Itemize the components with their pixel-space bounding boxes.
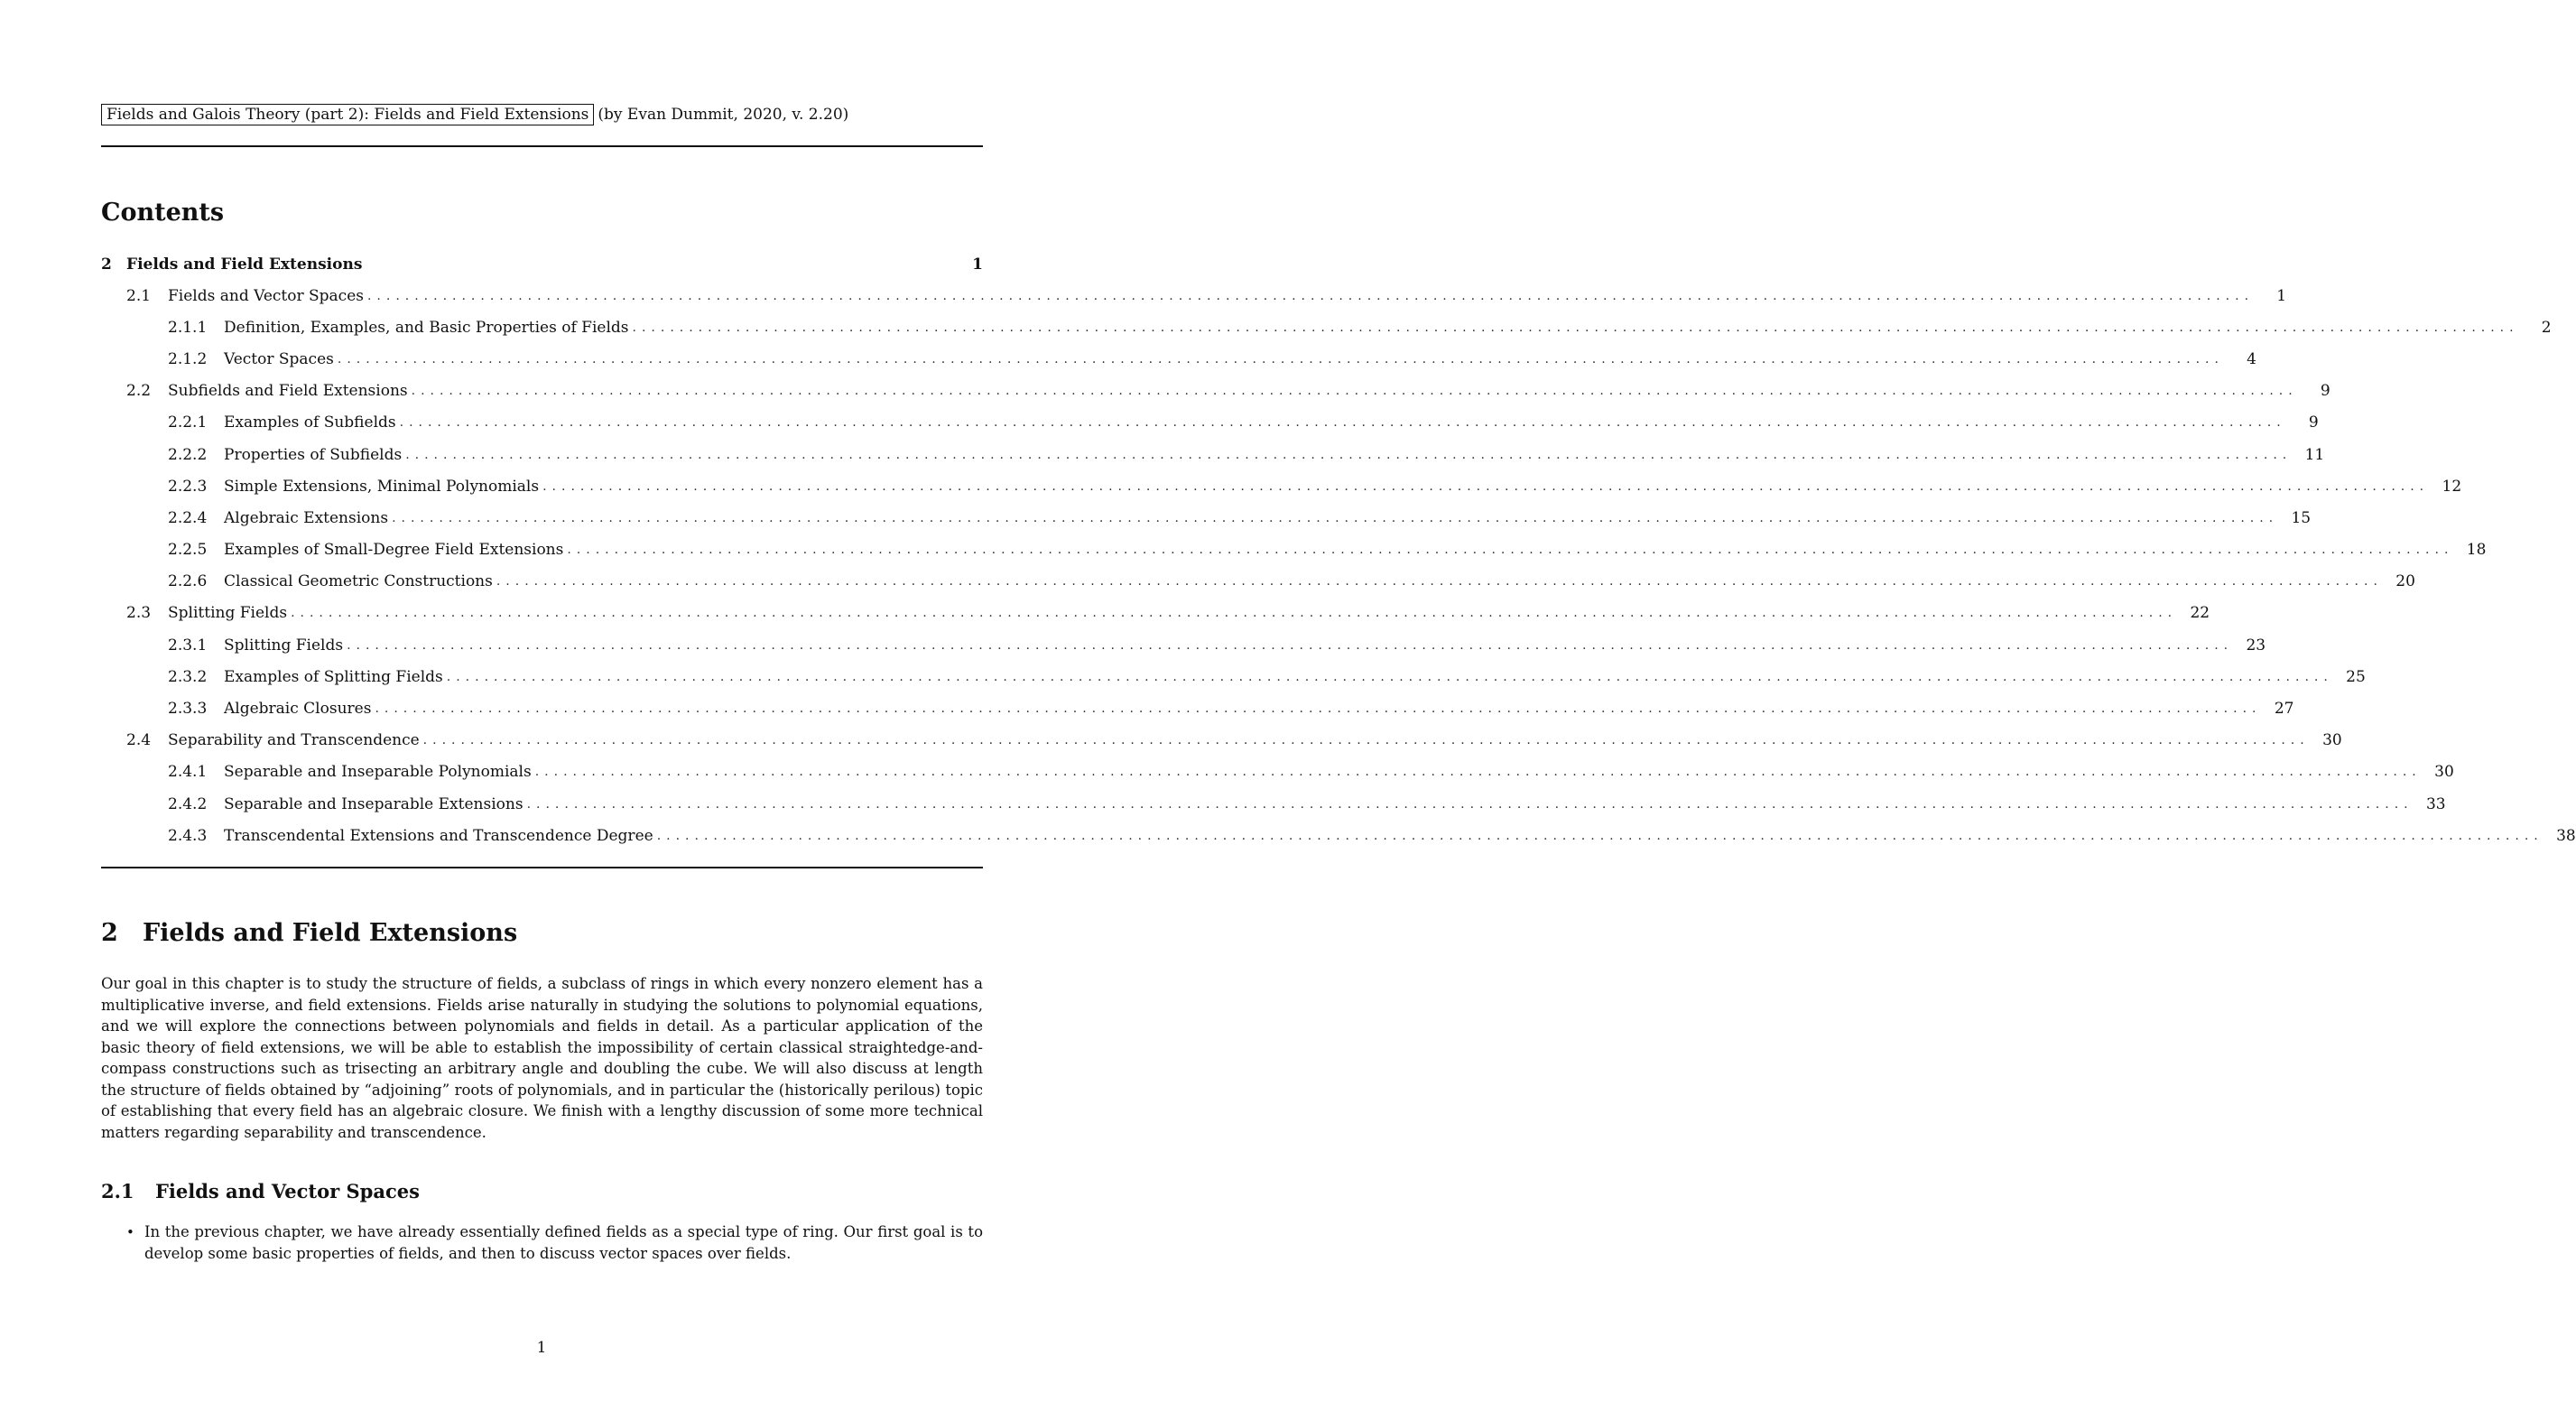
bullet-dot-icon: • [126, 1224, 134, 1240]
toc-entry-page: 22 [2190, 604, 2210, 623]
toc-entry-page: 38 [2556, 826, 2576, 845]
toc-entry-number: 2.3.3 [168, 700, 208, 719]
toc-entry-number: 2.4 [126, 731, 152, 750]
toc-entry[interactable] [101, 661, 2366, 692]
toc-dot-leader: ........................................................................................................................................................................................................ [399, 415, 2286, 431]
toc-dot-leader: ........................................................................................................................................................................................................ [567, 543, 2454, 558]
toc-entry[interactable] [101, 470, 2462, 502]
page-number: 1 [536, 1339, 547, 1357]
toc-dot-leader: ........................................................................................................................................................................................................ [446, 669, 2333, 684]
toc-entry-title: Vector Spaces [224, 349, 334, 368]
toc-dot-leader: ........................................................................................................................................................................................................ [534, 765, 2422, 780]
toc-entry[interactable] [101, 280, 2287, 311]
toc-dot-leader: ........................................................................................................................................................................................................ [656, 828, 2544, 843]
toc-entry[interactable] [101, 311, 2552, 343]
contents-heading: Contents [101, 199, 225, 227]
toc-entry[interactable] [101, 407, 2319, 439]
toc-entry-title: Examples of Small-Degree Field Extensions [224, 541, 564, 560]
toc-dot-leader: ........................................................................................................................................................................................................ [375, 701, 2262, 717]
toc-entry-number: 2.3.1 [168, 636, 208, 655]
toc-entry-page: 9 [2308, 413, 2319, 432]
toc-entry-number: 2.3.2 [168, 667, 208, 686]
toc-entry-page: 30 [2434, 763, 2454, 782]
toc-dot-leader: ........................................................................................................................................................................................................ [337, 351, 2224, 367]
toc-entry-number: 2.1 [126, 286, 152, 305]
toc-entry-number: 2.2.3 [168, 477, 208, 496]
toc-entry-number: 2.2.2 [168, 445, 208, 464]
toc-entry-number: 2.2.5 [168, 541, 208, 560]
subsection-heading [101, 1178, 420, 1205]
toc-entry-title: Splitting Fields [224, 636, 344, 655]
toc-entry[interactable] [101, 343, 2256, 375]
toc-entry[interactable] [101, 788, 2446, 820]
toc-entry-number: 2 [101, 255, 112, 274]
toc-entry-page: 2 [2541, 318, 2552, 337]
toc-dot-leader: ........................................................................................................................................................................................................ [405, 447, 2293, 462]
contents-divider [101, 867, 983, 868]
toc-dot-leader: ........................................................................................................................................................................................................ [496, 574, 2383, 590]
toc-entry-number: 2.2.4 [168, 508, 208, 527]
toc-dot-leader: ........................................................................................................................................................................................................ [632, 320, 2519, 335]
toc-entry[interactable] [101, 502, 2312, 534]
toc-entry-page: 11 [2304, 445, 2325, 464]
toc-entry[interactable] [101, 820, 2576, 851]
toc-entry-number: 2.2 [126, 382, 152, 401]
toc-entry-number: 2.2.6 [168, 572, 208, 591]
toc-entry[interactable] [101, 566, 2415, 598]
toc-entry-number: 2.3 [126, 604, 152, 623]
toc-entry-page: 27 [2274, 700, 2294, 719]
toc-entry-number: 2.1.2 [168, 349, 208, 368]
toc-entry-title: Splitting Fields [168, 604, 288, 623]
toc-entry[interactable] [101, 629, 2266, 661]
subsection-number: 2.1 [101, 1180, 134, 1202]
toc-dot-leader: ........................................................................................................................................................................................................ [526, 796, 2414, 812]
toc-dot-leader: ........................................................................................................................................................................................................ [392, 510, 2279, 525]
toc-dot-leader: ........................................................................................................................................................................................................ [291, 606, 2178, 621]
toc-entry-page: 20 [2395, 572, 2415, 591]
toc-entry-page: 9 [2320, 382, 2330, 401]
toc-entry-title: Separable and Inseparable Polynomials [224, 763, 532, 782]
bullet-item [101, 1221, 983, 1265]
subsection-title: Fields and Vector Spaces [155, 1180, 420, 1202]
toc-entry-title: Algebraic Extensions [224, 508, 389, 527]
toc-entry-number: 2.2.1 [168, 413, 208, 432]
toc-entry-title: Algebraic Closures [224, 700, 372, 719]
toc-entry[interactable] [101, 249, 983, 280]
toc-entry-title: Fields and Vector Spaces [168, 286, 364, 305]
toc-entry-title: Examples of Subfields [224, 413, 396, 432]
toc-entry-page: 4 [2247, 349, 2256, 368]
bullet-list [101, 1221, 983, 1265]
toc-entry-title: Properties of Subfields [224, 445, 403, 464]
toc-entry-page: 1 [972, 255, 983, 274]
toc-entry-title: Subfields and Field Extensions [168, 382, 408, 401]
bullet-text: In the previous chapter, we have already essentially defined fields as a special type of ring. Our first goal is to develop some basic properties of fields, and then to discuss vector spaces over fields. [144, 1223, 983, 1262]
toc-entry-number: 2.4.1 [168, 763, 208, 782]
document-title-box: Fields and Galois Theory (part 2): Fields and Field Extensions [101, 104, 594, 125]
document-byline: (by Evan Dummit, 2020, v. 2.20) [598, 106, 849, 124]
toc-entry[interactable] [101, 376, 2330, 407]
toc-entry-title: Fields and Field Extensions [126, 255, 363, 274]
toc-entry[interactable] [101, 725, 2342, 757]
toc-entry-page: 15 [2291, 508, 2312, 527]
section-title: Fields and Field Extensions [143, 919, 518, 947]
toc-entry-number: 2.4.2 [168, 794, 208, 813]
toc-entry-page: 18 [2466, 541, 2487, 560]
section-intro-paragraph: Our goal in this chapter is to study the structure of fields, a subclass of rings in which every nonzero element has a multiplicative inverse, and field extensions. Fields arise naturally in studying the solutions to polynomial equations, and we will explore the connections between polynomials and fields in detail. As a particular application of the basic theory of field extensions, we will be able to establish the impossibility of certain classical straightedge-and-compass constructions such as trisecting an arbitrary angle and doubling the cube. We will also discuss at length the structure of fields obtained by “adjoining” roots of polynomials, and in particular the (historically perilous) topic of establishing that every field has an algebraic closure. We finish with a lengthy discussion of some more technical matters regarding separability and transcendence. [101, 975, 983, 1141]
toc-entry[interactable] [101, 692, 2294, 724]
toc-entry[interactable] [101, 598, 2210, 629]
toc-entry-page: 12 [2442, 477, 2462, 496]
toc-entry-title: Separability and Transcendence [168, 731, 420, 750]
toc-entry-title: Simple Extensions, Minimal Polynomials [224, 477, 540, 496]
toc-entry[interactable] [101, 439, 2325, 470]
document-header [101, 103, 848, 126]
section-heading [101, 917, 517, 950]
toc-entry-page: 25 [2346, 667, 2366, 686]
toc-entry-title: Separable and Inseparable Extensions [224, 794, 524, 813]
toc-entry-page: 23 [2246, 636, 2266, 655]
toc-dot-leader: ........................................................................................................................................................................................................ [411, 384, 2298, 399]
toc-dot-leader: ........................................................................................................................................................................................................ [422, 733, 2310, 748]
toc-entry[interactable] [101, 757, 2454, 788]
toc-dot-leader: ........................................................................................................................................................................................................ [366, 288, 2255, 303]
toc-entry-page: 30 [2322, 731, 2342, 750]
toc-entry-title: Definition, Examples, and Basic Properties of Fields [224, 318, 629, 337]
toc-entry-number: 2.4.3 [168, 826, 208, 845]
toc-entry-page: 1 [2276, 286, 2287, 305]
toc-entry-title: Examples of Splitting Fields [224, 667, 443, 686]
toc-dot-leader: ........................................................................................................................................................................................................ [542, 478, 2430, 494]
table-of-contents [101, 249, 2576, 851]
toc-entry-page: 33 [2425, 794, 2446, 813]
toc-entry[interactable] [101, 534, 2487, 566]
toc-entry-title: Classical Geometric Constructions [224, 572, 493, 591]
toc-entry-title: Transcendental Extensions and Transcendence Degree [224, 826, 653, 845]
header-divider [101, 145, 983, 147]
section-number: 2 [101, 919, 118, 947]
toc-entry-number: 2.1.1 [168, 318, 208, 337]
toc-dot-leader: ........................................................................................................................................................................................................ [347, 637, 2234, 653]
